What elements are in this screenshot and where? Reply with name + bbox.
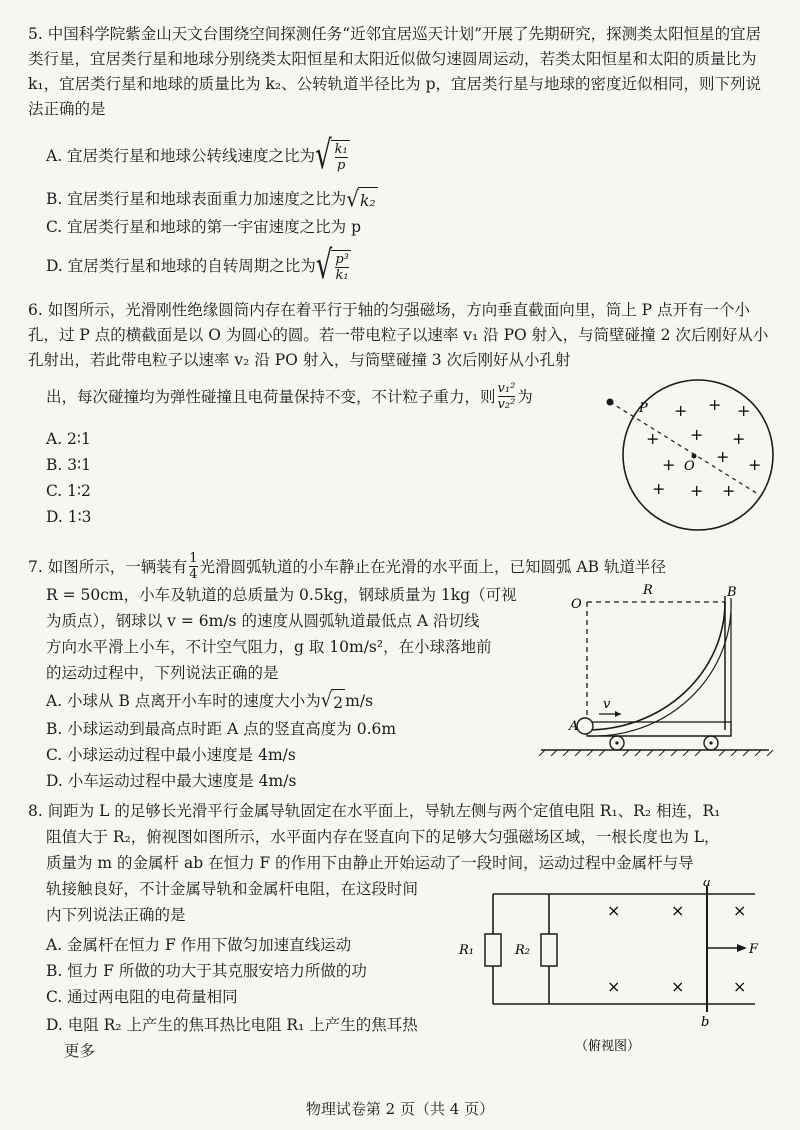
label-a: A bbox=[569, 719, 579, 734]
svg-text:+: + bbox=[716, 447, 730, 466]
svg-text:×: × bbox=[733, 977, 747, 996]
label-v: v bbox=[603, 697, 611, 712]
question-8-option-b[interactable]: B. 恒力 F 所做的功大于其克服安培力所做的功 bbox=[46, 962, 367, 980]
question-8-stem-line-3: 质量为 m 的金属杆 ab 在恒力 F 的作用下由静止开始运动了一段时间，运动过程中金属杆与导 bbox=[46, 854, 694, 872]
sqrt-expression: √ $\frac{\text{k₁}}{p}$ bbox=[315, 133, 348, 179]
question-6-option-c[interactable]: C. 1∶2 bbox=[46, 482, 91, 500]
svg-text:+: + bbox=[690, 425, 704, 444]
svg-text:+: + bbox=[674, 401, 688, 420]
question-8-stem-line-4: 轨接触良好，不计金属导轨和金属杆电阻，在这段时间 bbox=[46, 880, 419, 898]
steel-ball bbox=[577, 718, 593, 734]
svg-text:+: + bbox=[748, 455, 762, 474]
label-o: O bbox=[571, 597, 582, 612]
question-8-option-a[interactable]: A. 金属杆在恒力 F 作用下做匀加速直线运动 bbox=[46, 936, 352, 954]
label-f: F bbox=[749, 942, 759, 957]
point-o-label: O bbox=[684, 459, 695, 474]
question-7-option-a[interactable]: A. 小球从 B 点离开小车时的速度大小为 √ 2 m/s bbox=[46, 688, 374, 712]
question-8-stem-line-5: 内下列说法正确的是 bbox=[46, 906, 186, 924]
resistor-r1 bbox=[485, 934, 501, 966]
question-5-option-a[interactable]: A. 宜居类行星和地球公转线速度之比为 √ $\frac{\text{k₁}}{p}$ bbox=[46, 133, 348, 179]
question-5-stem: 5. 中国科学院紫金山天文台围绕空间探测任务“近邻宜居巡天计划”开展了先期研究，探测类太阳恒星的宜居类行星，宜居类行星和地球分别绕类太阳恒星和太阳近似做匀速圆周运动，若类太阳恒星和太阳的质量比为 k₁，宜居类行星和地球的质量比为 k₂、公转轨道半径比为 p，宜居类行星与地球的密度近似相同，则下列说法正确的是 bbox=[28, 25, 762, 118]
question-5-option-b[interactable]: B. 宜居类行星和地球表面重力加速度之比为 √ k₂ bbox=[46, 185, 376, 213]
label-b: b bbox=[701, 1015, 710, 1030]
question-6-option-d[interactable]: D. 1∶3 bbox=[46, 508, 92, 526]
particle-dot bbox=[607, 399, 614, 406]
question-6-stem: 6. 如图所示，光滑刚性绝缘圆筒内存在着平行于轴的匀强磁场，方向垂直截面向里，筒上 P 点开有一个小孔，过 P 点的横截面是以 O 为圆心的圆。若一带电粒子以速率 v₁ 沿 PO 射入，与筒壁碰撞 2 次后刚好从小孔射出，若此带电粒子以速率 v₂ 沿 PO 射入，与筒壁碰撞 3 次后刚好从小孔射 bbox=[28, 301, 769, 369]
svg-text:+: + bbox=[722, 481, 736, 500]
magnetic-field-crosses bbox=[646, 395, 761, 500]
svg-text:×: × bbox=[607, 901, 621, 920]
question-8-stem-line-2: 阻值大于 R₂，俯视图如图所示，水平面内存在竖直向下的足够大匀强磁场区域，一根长度也为 L， bbox=[46, 828, 720, 846]
question-8-option-d[interactable]: D. 电阻 R₂ 上产生的焦耳热比电阻 R₁ 上产生的焦耳热 bbox=[46, 1016, 418, 1034]
cylinder-cross-section-figure bbox=[598, 376, 778, 534]
question-8-stem-line-1: 8. 间距为 L 的足够长光滑平行金属导轨固定在水平面上，导轨左侧与两个定值电阻 R₁、R₂ 相连，R₁ bbox=[28, 802, 721, 820]
question-5-option-c[interactable]: C. 宜居类行星和地球的第一宇宙速度之比为 p bbox=[46, 218, 362, 236]
rail-circuit-figure bbox=[455, 880, 775, 1056]
question-6-option-b[interactable]: B. 3∶1 bbox=[46, 456, 92, 474]
question-6-option-a[interactable]: A. 2∶1 bbox=[46, 430, 91, 448]
figure-caption: （俯视图） bbox=[575, 1039, 641, 1054]
question-5-option-d[interactable]: D. 宜居类行星和地球的自转周期之比为 √ $\frac{\text{p³}}{\text{k₁}}$ bbox=[46, 243, 349, 289]
point-p-label: P bbox=[639, 401, 648, 416]
svg-text:+: + bbox=[708, 395, 722, 414]
svg-text:×: × bbox=[733, 901, 747, 920]
question-7-option-b[interactable]: B. 小球运动到最高点时距 A 点的竖直高度为 0.6m bbox=[46, 720, 397, 738]
question-7-stem-line-1: 7. 如图所示，一辆装有 $\frac{1}{4}$ 光滑圆弧轨道的小车静止在光滑的水平面上，已知圆弧 AB 轨道半径 bbox=[28, 551, 666, 582]
svg-text:+: + bbox=[732, 429, 746, 448]
question-7-stem-line-5: 的运动过程中，下列说法正确的是 bbox=[46, 664, 279, 682]
question-7-stem-line-4: 方向水平滑上小车，不计空气阻力，g 取 10m/s²，在小球落地前 bbox=[46, 638, 492, 656]
svg-text:+: + bbox=[737, 401, 751, 420]
svg-text:+: + bbox=[690, 481, 704, 500]
label-b: B bbox=[727, 585, 737, 600]
svg-text:×: × bbox=[671, 901, 685, 920]
question-8-option-c[interactable]: C. 通过两电阻的电荷量相同 bbox=[46, 988, 238, 1006]
svg-text:×: × bbox=[671, 977, 685, 996]
question-7-stem-line-3: 为质点），钢球以 v = 6m/s 的速度从圆弧轨道最低点 A 沿切线 bbox=[46, 612, 480, 630]
question-7-option-c[interactable]: C. 小球运动过程中最小速度是 4m/s bbox=[46, 746, 296, 764]
svg-text:+: + bbox=[646, 429, 660, 448]
label-a: a bbox=[703, 880, 711, 890]
svg-text:+: + bbox=[652, 479, 666, 498]
question-7-option-d[interactable]: D. 小车运动过程中最大速度是 4m/s bbox=[46, 772, 297, 790]
svg-text:×: × bbox=[607, 977, 621, 996]
cart-arc-track-figure bbox=[535, 580, 775, 756]
page-footer: 物理试卷第 2 页（共 4 页） bbox=[305, 1100, 495, 1118]
label-r2: R₂ bbox=[515, 943, 530, 958]
label-r: R bbox=[643, 583, 653, 598]
label-r1: R₁ bbox=[459, 943, 474, 958]
question-7-stem-line-2: R = 50cm，小车及轨道的总质量为 0.5kg，钢球质量为 1kg（可视 bbox=[46, 586, 517, 604]
svg-text:+: + bbox=[662, 455, 676, 474]
question-6-stem-line: 出，每次碰撞均为弹性碰撞且电荷量保持不变，不计粒子重力，则 $\frac{\text{v₁²}}{\text{v₂²}}$ 为 bbox=[46, 381, 533, 412]
question-8-option-d-cont: 更多 bbox=[64, 1042, 96, 1060]
resistor-r2 bbox=[541, 934, 557, 966]
